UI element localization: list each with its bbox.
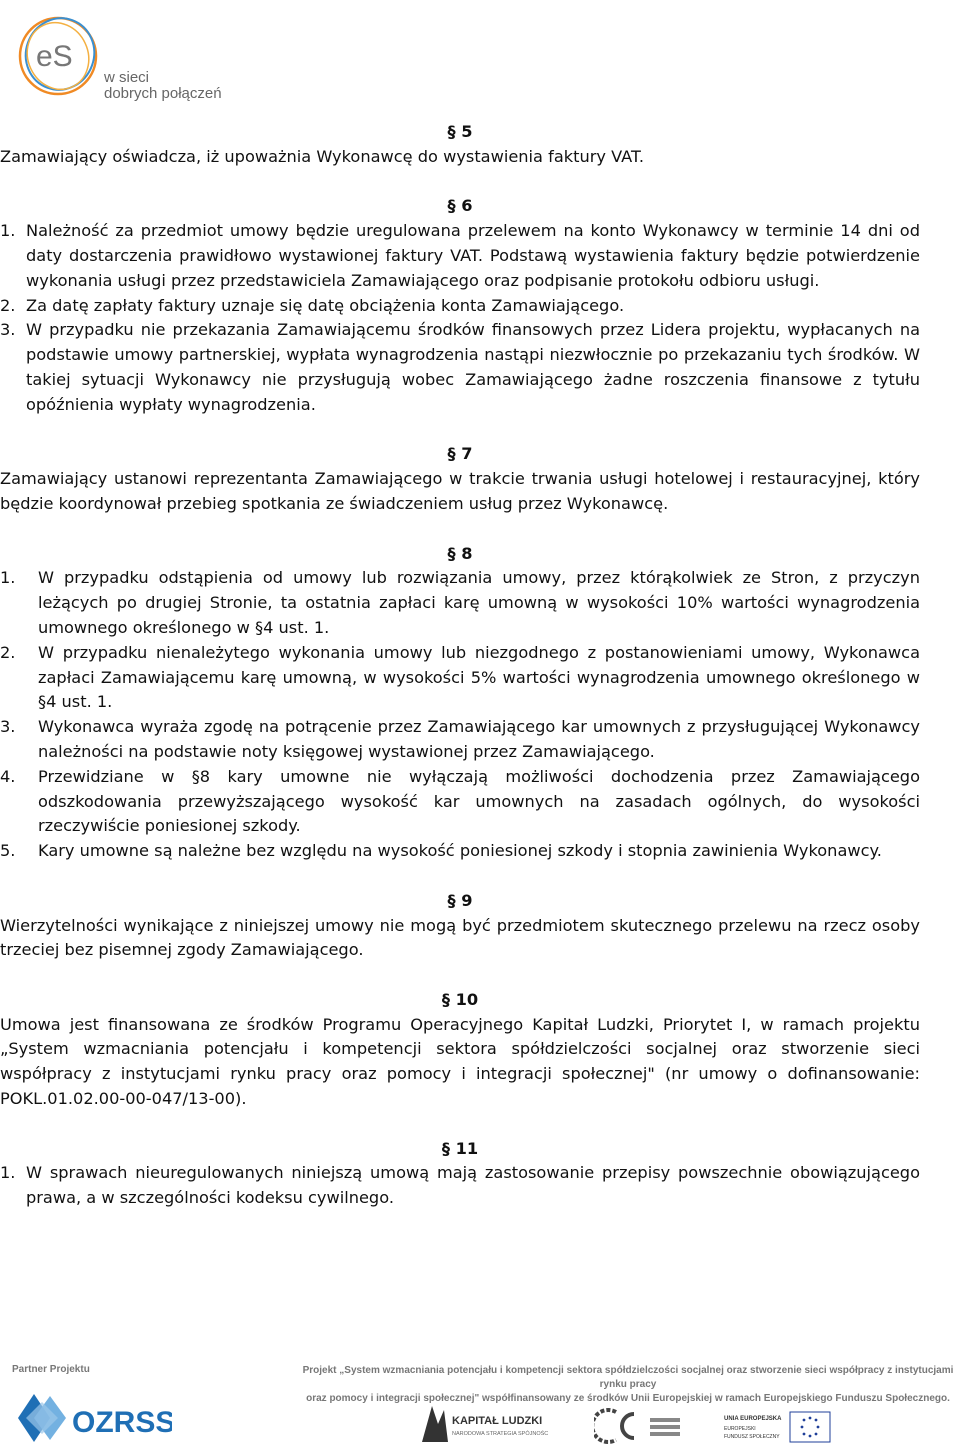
section-8-item-4 bbox=[0, 765, 920, 839]
section-8-item-1 bbox=[0, 566, 920, 640]
section-5-heading: § 5 bbox=[447, 122, 473, 141]
header-logo bbox=[14, 8, 244, 104]
section-8-item-3 bbox=[0, 715, 920, 765]
footer bbox=[0, 1356, 960, 1452]
section-6-item-2 bbox=[0, 294, 920, 319]
document-body bbox=[0, 120, 920, 1211]
logo-tagline-1: w sieci bbox=[104, 69, 150, 86]
logo-tagline-2: dobrych połączeń bbox=[104, 85, 222, 102]
section-11-item-1 bbox=[0, 1161, 920, 1211]
eu-flag-icon bbox=[724, 1410, 834, 1446]
section-8-item-2 bbox=[0, 641, 920, 715]
list-text: W przypadku odstąpienia od umowy lub rozwiązania umowy, przez którąkolwiek ze Stron, z przyczyn leżących po drugiej Stronie, ta ostatnia zapłaci karę umowną w wysokości 10% wartości wynagrodzenia umownego określonego w §4 ust. 1. bbox=[38, 568, 920, 637]
list-number: 5. bbox=[0, 841, 16, 861]
footer-project-info bbox=[298, 1364, 958, 1406]
kapital-ludzki-logo bbox=[418, 1402, 548, 1446]
section-8-list bbox=[0, 566, 920, 864]
section-7-heading: § 7 bbox=[447, 444, 473, 464]
list-text: Przewidziane w §8 kary umowne nie wyłączają możliwości dochodzenia przez Zamawiającego odszkodowania przewyższającego wysokość kar umownych na zasadach ogólnych, do wysokości rzeczywiście poniesionej szkody. bbox=[38, 766, 920, 836]
kapital-ludzki-icon bbox=[418, 1402, 548, 1446]
footer-partner-label: Partner Projektu bbox=[12, 1364, 90, 1375]
list-text: W przypadku nie przekazania Zamawiającemu środków finansowych przez Lidera projektu, wypłacanych na podstawie umowy partnerskiej, wypłata wynagrodzenia nastąpi niezwłocznie po przekazaniu tych środków. W takiej sytuacji Wykonawcy nie przysługują wobec Zamawiającego żadne roszczenia finansowe z tytułu opóźnienia wypłaty wynagrodzenia. bbox=[26, 320, 920, 414]
centrum-ces-icon bbox=[594, 1406, 694, 1446]
list-number: 3. bbox=[0, 320, 16, 340]
section-9-text: Wierzytelności wynikające z niniejszej umowy nie mogą być przedmiotem skutecznego przelewu na rzecz osoby trzeciej bez pisemnej zgody Zamawiającego. bbox=[0, 915, 920, 960]
section-8-heading: § 8 bbox=[447, 543, 473, 563]
ozrss-logo-icon bbox=[12, 1388, 172, 1444]
kl-label: KAPITAŁ LUDZKI bbox=[452, 1415, 543, 1427]
section-11-heading: § 11 bbox=[441, 1138, 479, 1158]
es-logo-icon bbox=[14, 8, 114, 104]
list-text: Za datę zapłaty faktury uznaje się datę obciążenia konta Zamawiającego. bbox=[26, 295, 625, 315]
list-text: Kary umowne są należne bez względu na wysokość poniesionej szkody i stopnia zawinienia Wykonawcy. bbox=[38, 841, 882, 861]
section-6-item-3 bbox=[0, 318, 920, 417]
kl-sub-label: NARODOWA STRATEGIA SPÓJNOŚCI bbox=[452, 1431, 548, 1437]
list-text: Wykonawca wyraża zgodę na potrącenie przez Zamawiającego kar umownych z przysługującej Wykonawcy należności na podstawie noty księgowej wystawionej przez Zamawiającego. bbox=[38, 717, 920, 761]
ozrss-logo bbox=[12, 1388, 172, 1444]
list-number: 3. bbox=[0, 717, 16, 737]
list-number: 1. bbox=[0, 1163, 16, 1183]
ue-label-2: EUROPEJSKI bbox=[724, 1426, 756, 1432]
section-9-heading: § 9 bbox=[447, 890, 473, 910]
list-number: 4. bbox=[0, 766, 16, 786]
list-number: 1. bbox=[0, 568, 16, 588]
list-number: 2. bbox=[0, 642, 16, 662]
ozrss-label: OZRSS bbox=[72, 1406, 172, 1439]
section-7-text: Zamawiający ustanowi reprezentanta Zamawiającego w trakcie trwania usługi hotelowej i restauracyjnej, który będzie koordynował przebieg spotkania ze świadczeniem usług przez Wykonawcę. bbox=[0, 469, 920, 513]
list-number: 2. bbox=[0, 295, 16, 315]
section-10-text: Umowa jest finansowana ze środków Programu Operacyjnego Kapitał Ludzki, Priorytet I, w ramach projektu „System wzmacniania potencjału i kompetencji sektora spółdzielczości socjalnej oraz stworzenie sieci współpracy z instytucjami rynku pracy oraz pomocy i integracji społecznej" (nr umowy o dofinansowanie: POKL.01.02.00-00-047/13-00). bbox=[0, 1014, 920, 1109]
section-8-item-5 bbox=[0, 839, 920, 864]
section-6-heading: § 6 bbox=[447, 196, 473, 216]
list-number: 1. bbox=[0, 221, 16, 241]
ue-label-1: UNIA EUROPEJSKA bbox=[724, 1416, 782, 1422]
list-text: Należność za przedmiot umowy będzie uregulowana przelewem na konto Wykonawcy w terminie 14 dni od daty dostarczenia prawidłowo wystawionej faktury VAT. Podstawą wystawienia faktury będzie potwierdzenie wykonania usługi przez przedstawiciela Zamawiającego oraz podpisanie protokołu odbioru usługi. bbox=[26, 221, 920, 290]
centrum-logo bbox=[594, 1406, 694, 1446]
list-text: W sprawach nieuregulowanych niniejszą umową mają zastosowanie przepisy powszechnie obowiązującego prawa, a w szczególności kodeksu cywilnego. bbox=[26, 1163, 920, 1208]
logo-mark: eS bbox=[36, 40, 73, 73]
section-6-item-1 bbox=[0, 219, 920, 293]
eu-logo bbox=[724, 1410, 834, 1446]
section-5-text: Zamawiający oświadcza, iż upoważnia Wykonawcę do wystawienia faktury VAT. bbox=[0, 146, 645, 166]
ue-label-3: FUNDUSZ SPOŁECZNY bbox=[724, 1434, 780, 1440]
footer-project-line-1: Projekt „System wzmacniania potencjału i kompetencji sektora spółdzielczości socjalnej oraz stworzenie sieci współpracy z instytucjami rynku pracy bbox=[302, 1365, 954, 1390]
list-text: W przypadku nienależytego wykonania umowy lub niezgodnego z postanowieniami umowy, Wykonawca zapłaci Zamawiającemu karę umowną, w wysokości 5% wartości wynagrodzenia umownego określonego w §4 ust. 1. bbox=[38, 642, 920, 712]
section-10-heading: § 10 bbox=[441, 989, 479, 1009]
footer-project-line-2: oraz pomocy i integracji społecznej" współfinansowany ze środków Unii Europejskiej w ramach Europejskiego Funduszu Społecznego. bbox=[306, 1393, 950, 1404]
